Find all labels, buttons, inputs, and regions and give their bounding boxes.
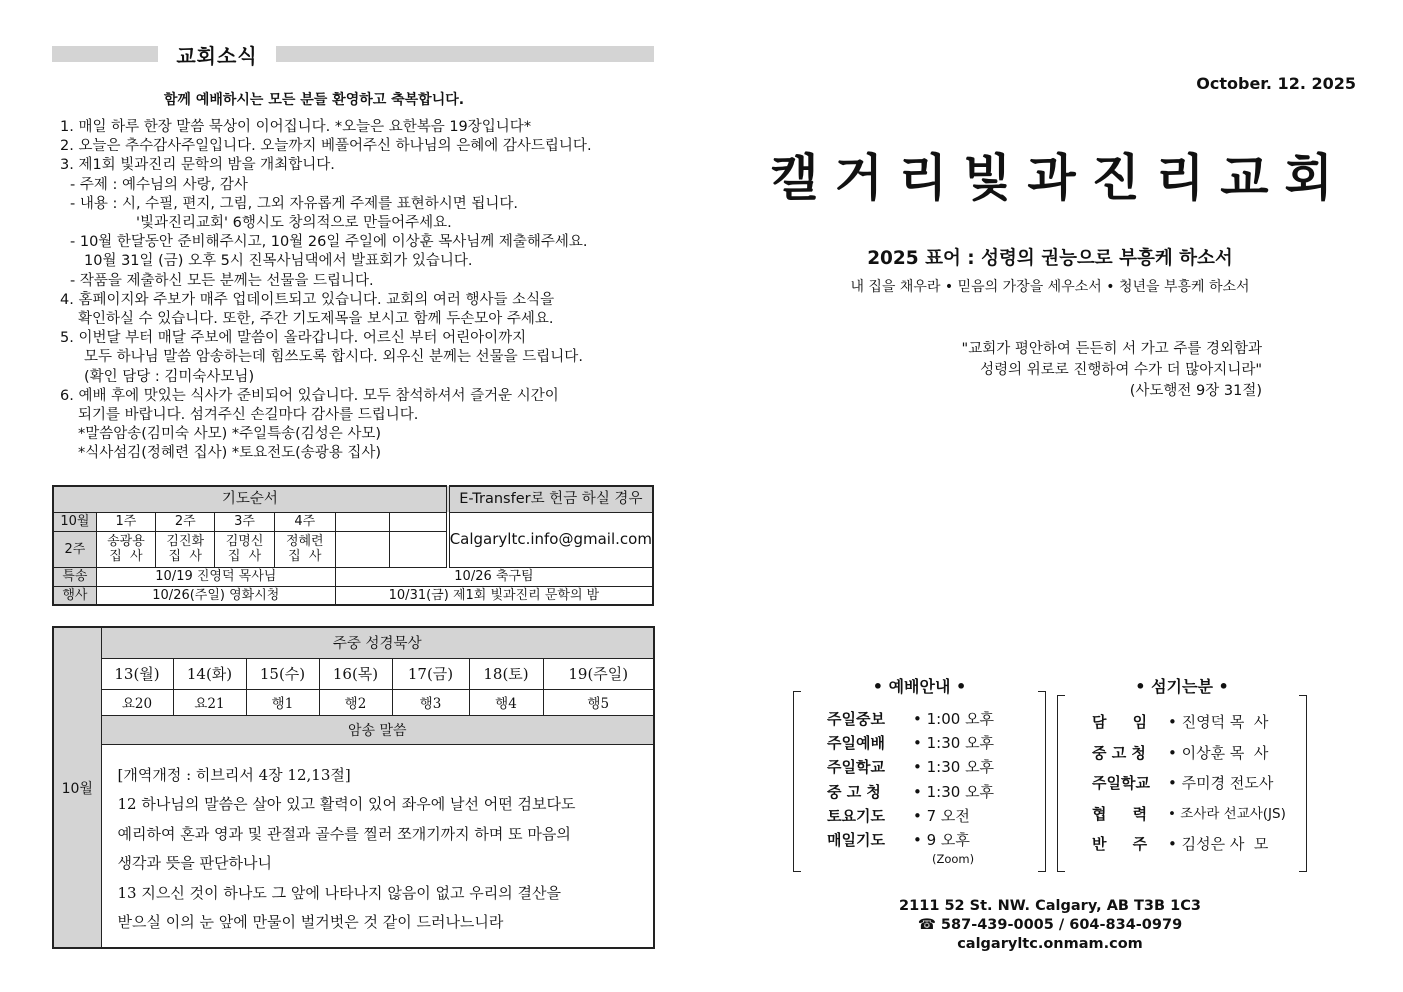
leader-name: 송광용 (107, 534, 145, 549)
memory-line: 예리하여 혼과 영과 및 관절과 골수를 찔러 쪼개기까지 하며 또 마음의 (117, 824, 571, 843)
worship-name: 매일기도 (827, 831, 885, 850)
phone: ☎ 587-439-0005 / 604-834-0979 (917, 917, 1183, 933)
notice-line: *식사섬김(정혜련 집사) *토요전도(송광용 집사) (78, 445, 382, 462)
website-link[interactable]: calgaryltc.onmam.com (957, 936, 1143, 952)
servant-item (1092, 829, 1286, 860)
zoom-note: (Zoom) (932, 852, 975, 866)
event-label: 행사 (53, 586, 96, 605)
worship-item (827, 780, 994, 804)
bracket-right (1299, 695, 1307, 872)
worship-name: 주일학교 (827, 758, 885, 777)
day-header: 13(월) (101, 658, 173, 689)
servant-role: 협 력 (1092, 804, 1148, 823)
reading-chapter: 행4 (469, 689, 543, 715)
reading-chapter: 요21 (173, 689, 246, 715)
event-a: 10/26(주일) 영화시청 (96, 586, 335, 605)
leader-title: 집 사 (288, 549, 322, 564)
worship-item (827, 828, 994, 852)
worship-time: • 9 오후 (913, 831, 970, 850)
prayer-leader (156, 531, 215, 567)
servants-title: • 섬기는분 • (1135, 677, 1229, 696)
reading-chapter: 행1 (246, 689, 319, 715)
bible-month: 10월 (53, 627, 101, 948)
reading-chapter: 행5 (543, 689, 654, 715)
empty-cell (390, 531, 448, 567)
week-header: 2주 (156, 512, 215, 531)
notice-line: 모두 하나님 말씀 암송하는데 힘쓰도록 합시다. 외우신 분께는 선물을 드립니다. (84, 349, 583, 366)
address: 2111 52 St. NW. Calgary, AB T3B 1C3 (899, 898, 1201, 914)
servant-role: 중 고 청 (1092, 743, 1146, 762)
prayer-leader (96, 531, 155, 567)
day-header: 17(금) (392, 658, 469, 689)
worship-time: • 1:30 오후 (913, 758, 995, 777)
special-label: 특송 (53, 567, 96, 586)
notice-line: 6. 예배 후에 맛있는 식사가 준비되어 있습니다. 모두 참석하셔서 즐거운 시간이 (60, 387, 559, 404)
church-name: 캘거리빛과진리교회 (770, 149, 1349, 207)
theme-verse (860, 339, 1262, 402)
yearly-motto: 2025 표어 : 성령의 권능으로 부흥케 하소서 (867, 248, 1233, 269)
month-label: 10월 (53, 512, 96, 531)
event-b: 10/31(금) 제1회 빛과진리 문학의 밤 (335, 586, 653, 605)
etransfer-email: Calgaryltc.info@gmail.com (448, 512, 653, 567)
worship-title: • 예배안내 • (872, 677, 967, 696)
memory-line: 생각과 뜻을 판단하나니 (117, 854, 272, 872)
servant-item (1092, 738, 1286, 769)
memory-line: [개역개정 : 히브리서 4장 12,13절] (117, 765, 351, 784)
contact-info (820, 897, 1280, 954)
worship-name: 주일중보 (827, 710, 885, 728)
row-label: 2주 (53, 531, 96, 567)
leader-title: 집 사 (227, 549, 262, 564)
verse-line: "교회가 평안하여 든든히 서 가고 주를 경외함과 (961, 341, 1262, 357)
prayer-leader (215, 531, 274, 567)
notice-line: 3. 제1회 빛과진리 문학의 밤을 개최합니다. (60, 157, 335, 174)
notice-list (60, 118, 652, 464)
notice-line: - 주제 : 예수님의 사랑, 감사 (70, 176, 248, 193)
notice-line: 되기를 바랍니다. 섬겨주신 손길마다 감사를 드립니다. (78, 407, 419, 424)
leader-title: 집 사 (109, 549, 143, 564)
notice-line: - 내용 : 시, 수필, 편지, 그림, 그외 자유롭게 주제를 표현하시면 됩니다. (70, 195, 519, 212)
week-header: 3주 (215, 512, 274, 531)
leader-name: 정혜련 (285, 534, 324, 549)
verse-line: (사도행전 9장 31절) (1129, 383, 1262, 399)
servant-role: 담 임 (1092, 713, 1148, 731)
welcome-message: 함께 예배하시는 모든 분들 환영하고 축복합니다. (163, 92, 465, 108)
worship-item (827, 731, 994, 755)
worship-time: • 1:30 오후 (913, 734, 995, 753)
prayer-leader (274, 531, 335, 567)
day-header: 14(화) (173, 658, 246, 689)
memory-line: 13 지으신 것이 하나도 그 앞에 나타나지 않음이 없고 우리의 결산을 (117, 883, 562, 902)
notice-line: 확인하실 수 있습니다. 또한, 주간 기도제목을 보시고 함께 두손모아 주세요. (78, 311, 554, 328)
day-header: 16(목) (319, 658, 392, 689)
worship-name: 중 고 청 (827, 782, 881, 801)
reading-chapter: 행3 (392, 689, 469, 715)
bracket-left (1057, 695, 1065, 872)
etransfer-title: E-Transfer로 헌금 하실 경우 (448, 486, 653, 512)
empty-cell (390, 512, 448, 531)
day-header: 15(수) (246, 658, 319, 689)
memory-line: 12 하나님의 말씀은 살아 있고 활력이 있어 좌우에 날선 어떤 검보다도 (117, 795, 576, 813)
servant-item (1092, 768, 1286, 799)
servant-role: 주일학교 (1092, 774, 1150, 792)
special-song-b: 10/26 축구팀 (335, 567, 653, 586)
worship-time: • 1:30 오후 (913, 782, 995, 801)
empty-cell (335, 512, 389, 531)
empty-cell (335, 531, 389, 567)
servant-name: • 김성은 사 모 (1168, 835, 1269, 853)
bracket-left (793, 691, 801, 872)
servant-name: • 이상훈 목 사 (1168, 743, 1269, 762)
leader-name: 김진화 (166, 534, 205, 549)
bible-reading-table (52, 626, 655, 949)
header-bar-right (276, 46, 654, 62)
leader-title: 집 사 (168, 549, 202, 564)
servant-item (1092, 707, 1286, 738)
day-header: 19(주일) (543, 658, 654, 689)
notice-line: - 작품을 제출하신 모든 분께는 선물을 드립니다. (70, 272, 374, 289)
notice-line: 4. 홈페이지와 주보가 매주 업데이트되고 있습니다. 교회의 여러 행사들 소식을 (60, 291, 555, 308)
servants-list (1092, 707, 1286, 860)
prayer-title: 기도순서 (53, 486, 448, 512)
prayer-schedule-table (52, 485, 654, 606)
notice-line: 10월 31일 (금) 오후 5시 진목사님댁에서 발표회가 있습니다. (84, 253, 473, 270)
servant-name: • 주미경 전도사 (1168, 774, 1274, 792)
memory-verse-title: 암송 말씀 (101, 715, 654, 744)
day-header: 18(토) (469, 658, 543, 689)
servant-item (1092, 799, 1286, 830)
news-section-header (52, 40, 654, 72)
week-header: 4주 (274, 512, 335, 531)
verse-line: 성령의 위로로 진행하여 수가 더 많아지니라" (980, 362, 1262, 378)
leader-name: 김명신 (225, 534, 264, 549)
notice-line: - 10월 한달동안 준비해주시고, 10월 26일 주일에 이상훈 목사님께 제출해주세요. (70, 234, 588, 251)
notice-line: 2. 오늘은 추수감사주일입니다. 오늘까지 베풀어주신 하나님의 은혜에 감사드립니다. (60, 138, 592, 155)
header-bar-left (52, 46, 158, 62)
reading-chapter: 요20 (101, 689, 173, 715)
bible-title: 주중 성경묵상 (101, 627, 654, 658)
memory-line: 받으실 이의 눈 앞에 만물이 벌거벗은 것 같이 드러나느니라 (117, 913, 504, 931)
news-title: 교회소식 (176, 44, 258, 68)
bracket-right (1038, 691, 1046, 872)
notice-line: '빛과진리교회' 6행시도 창의적으로 만들어주세요. (136, 215, 452, 232)
worship-time: • 7 오전 (913, 806, 970, 825)
servant-name: • 진영덕 목 사 (1168, 713, 1269, 731)
worship-item (827, 707, 994, 731)
notice-line: 5. 이번달 부터 매달 주보에 말씀이 올라갑니다. 어르신 부터 어린아이까지 (60, 330, 527, 347)
bulletin-date: October. 12. 2025 (1196, 74, 1356, 93)
notice-line: *말씀암송(김미숙 사모) *주일특송(김성은 사모) (78, 426, 382, 443)
servant-role: 반 주 (1092, 835, 1148, 853)
worship-schedule (827, 707, 994, 852)
worship-name: 토요기도 (827, 806, 885, 825)
memory-verse-text (101, 744, 654, 948)
reading-chapter: 행2 (319, 689, 392, 715)
worship-item (827, 755, 994, 779)
notice-line: (확인 담당 : 김미숙사모님) (84, 368, 255, 385)
worship-name: 주일예배 (827, 734, 885, 753)
week-header: 1주 (96, 512, 155, 531)
worship-time: • 1:00 오후 (913, 710, 995, 728)
special-song-a: 10/19 진영덕 목사님 (96, 567, 335, 586)
notice-line: 1. 매일 하루 한장 말씀 묵상이 이어집니다. *오늘은 요한복음 19장입니다* (60, 119, 532, 135)
worship-item (827, 804, 994, 828)
servant-name: • 조사라 선교사(JS) (1168, 805, 1286, 822)
motto-subtitle: 내 집을 채우라 • 믿음의 가장을 세우소서 • 청년을 부흥케 하소서 (850, 279, 1250, 295)
